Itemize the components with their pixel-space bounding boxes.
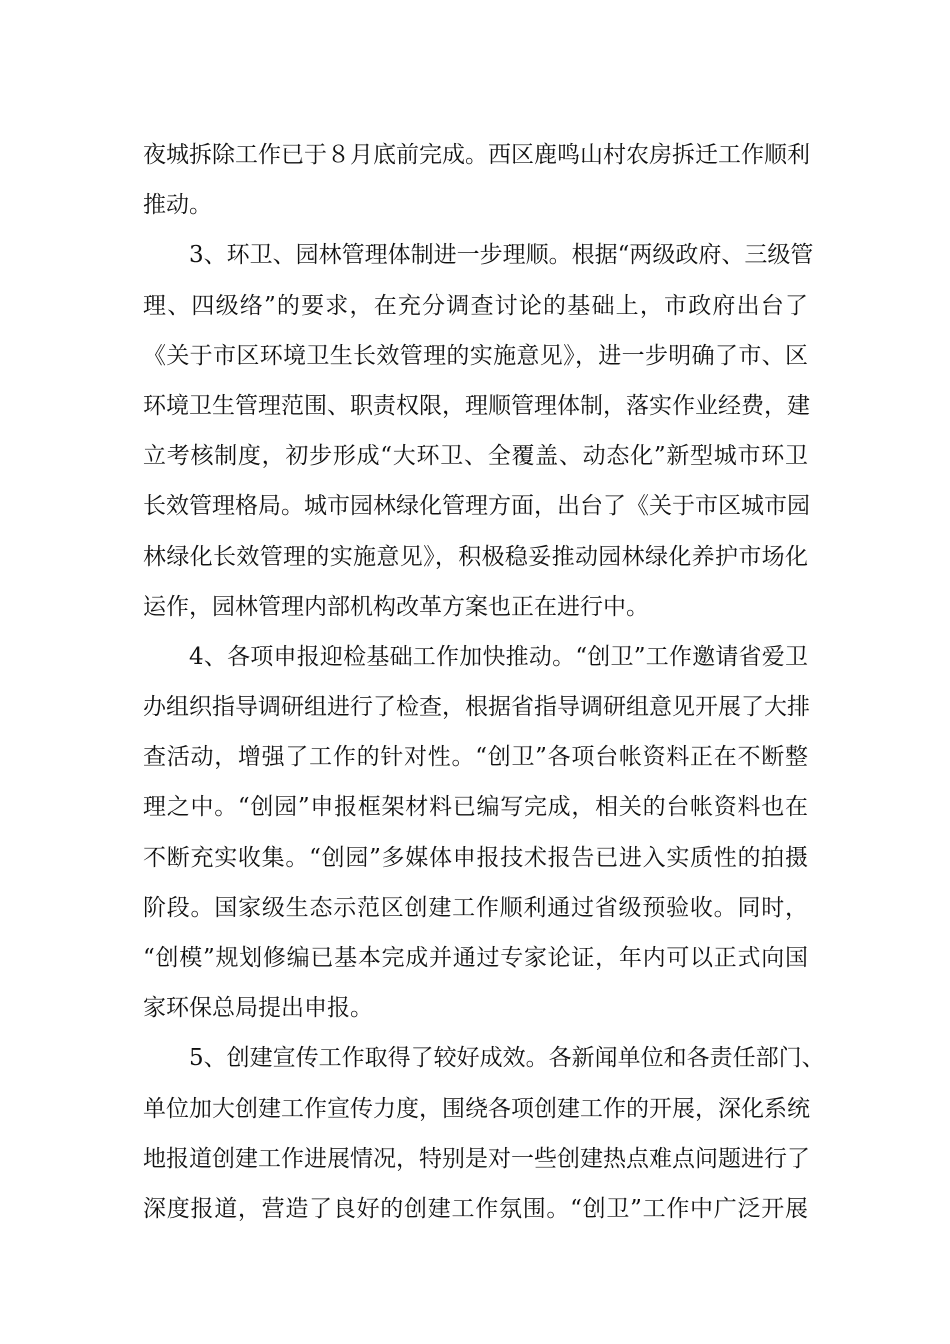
text-line: “创模”规划修编已基本完成并通过专家论证，年内可以正式向国: [143, 945, 808, 971]
text-line: 单位加大创建工作宣传力度，围绕各项创建工作的开展，深化系统: [143, 1095, 810, 1122]
text-line: 林绿化长效管理的实施意见》，积极稳妥推动园林绿化养护市场化: [143, 543, 808, 570]
text-line: 5、创建宣传工作取得了较好成效。各新闻单位和各责任部门、: [189, 1045, 825, 1072]
text-line: 推动。: [143, 192, 212, 219]
text-line: 办组织指导调研组进行了检查，根据省指导调研组意见开展了大排: [143, 694, 810, 721]
text-line: 不断充实收集。“创园”多媒体申报技术报告已进入实质性的拍摄: [143, 844, 808, 871]
text-line: 运作，园林管理内部机构改革方案也正在进行中。: [143, 593, 649, 620]
text-line: 环境卫生管理范围、职责权限，理顺管理体制，落实作业经费，建: [143, 392, 810, 419]
text-line: 深度报道，营造了良好的创建工作氛围。“创卫”工作中广泛开展: [143, 1195, 808, 1222]
text-line: 查活动，增强了工作的针对性。“创卫”各项台帐资料正在不断整: [143, 744, 808, 771]
text-line: 地报道创建工作进展情况，特别是对一些创建热点难点问题进行了: [143, 1145, 810, 1172]
text-line: 理、四级络”的要求，在充分调查讨论的基础上，市政府出台了: [143, 292, 808, 319]
text-line: 长效管理格局。城市园林绿化管理方面，出台了《关于市区城市园: [143, 493, 810, 520]
text-line: 家环保总局提出申报。: [143, 995, 373, 1022]
text-line: 4、各项申报迎检基础工作加快推动。“创卫”工作邀请省爱卫: [189, 643, 808, 670]
document-body: [143, 130, 825, 1234]
text-line: 3、环卫、园林管理体制进一步理顺。根据“两级政府、三级管: [189, 242, 814, 269]
text-line: 理之中。“创园”申报框架材料已编写完成，相关的台帐资料也在: [143, 794, 808, 821]
text-line: 立考核制度，初步形成“大环卫、全覆盖、动态化”新型城市环卫: [143, 443, 808, 470]
text-line: 《关于市区环境卫生长效管理的实施意见》，进一步明确了市、区: [143, 342, 808, 369]
text-line: 阶段。国家级生态示范区创建工作顺利通过省级预验收。同时，: [143, 894, 808, 921]
text-line: 夜城拆除工作已于８月底前完成。西区鹿鸣山村农房拆迁工作顺利: [143, 142, 810, 168]
